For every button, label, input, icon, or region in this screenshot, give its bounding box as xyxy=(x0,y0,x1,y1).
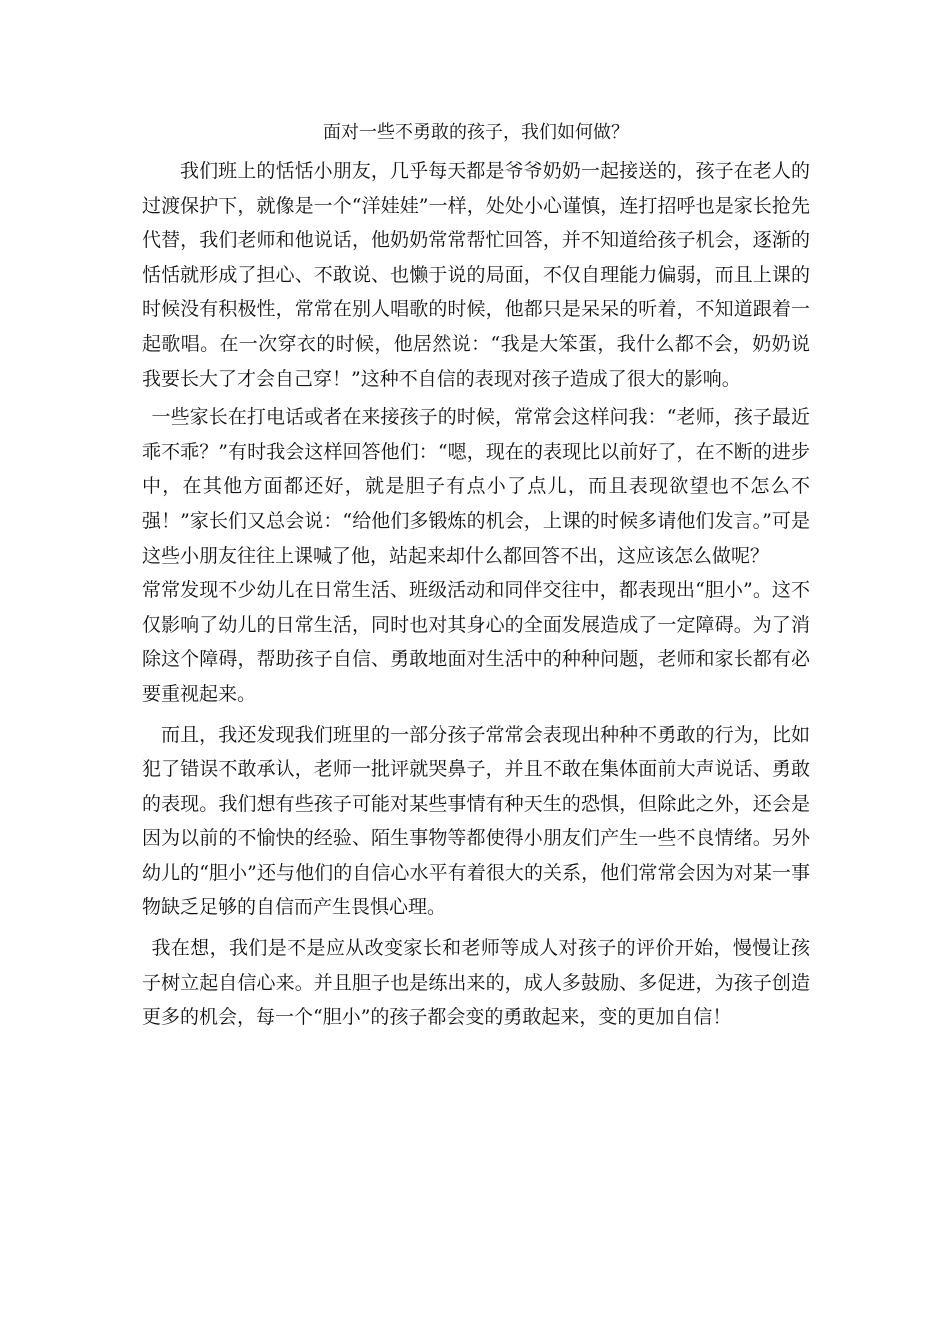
paragraph-3: 常常发现不少幼儿在日常生活、班级活动和同伴交往中，都表现出“胆小”。这不仅影响了幼儿的日常生活，同时也对其身心的全面发展造成了一定障碍。为了消除这个障碍，帮助孩子自信、勇敢地面对生活中的种种问题，老师和家长都有必要重视起来。 xyxy=(142,579,810,705)
paragraph-2: 一些家长在打电话或者在来接孩子的时候，常常会这样问我：“老师，孩子最近乖不乖？”有时我会这样回答他们：“嗯，现在的表现比以前好了，在不断的进步中，在其他方面都还好，就是胆子有点小了点儿，而且表现欲望也不怎么不强！”家长们又总会说：“给他们多锻炼的机会，上课的时候多请他们发言。”可是这些小朋友往往上课喊了他，站起来却什么都回答不出，这应该怎么做呢？ xyxy=(142,406,810,567)
paragraph-1: 我们班上的恬恬小朋友，几乎每天都是爷爷奶奶一起接送的，孩子在老人的过渡保护下，就像是一个“洋娃娃”一样，处处小心谨慎，连打招呼也是家长抢先代替，我们老师和他说话，他奶奶常常帮忙回答，并不知道给孩子机会，逐渐的恬恬就形成了担心、不敢说、也懒于说的局面，不仅自理能力偏弱，而且上课的时候没有积极性，常常在别人唱歌的时候，他都只是呆呆的听着，不知道跟着一起歌唱。在一次穿衣的时候，他居然说：“我是大笨蛋，我什么都不会，奶奶说我要长大了才会自己穿！”这种不自信的表现对孩子造成了很大的影响。 xyxy=(142,160,810,390)
paragraph-5: 我在想，我们是不是应从改变家长和老师等成人对孩子的评价开始，慢慢让孩子树立起自信心来。并且胆子也是练出来的，成人多鼓励、多促进，为孩子创造更多的机会，每一个“胆小”的孩子都会变的勇敢起来，变的更加自信！ xyxy=(142,937,810,1029)
document-title: 面对一些不勇敢的孩子，我们如何做？ xyxy=(323,122,629,143)
paragraph-4: 而且，我还发现我们班里的一部分孩子常常会表现出种种不勇敢的行为，比如犯了错误不敢承认，老师一批评就哭鼻子，并且不敢在集体面前大声说话、勇敢的表现。我们想有些孩子可能对某些事情有种天生的恐惧，但除此之外，还会是因为以前的不愉快的经验、陌生事物等都使得小朋友们产生一些不良情绪。另外幼儿的“胆小”还与他们的自信心水平有着很大的关系，他们常常会因为对某一事物缺乏足够的自信而产生畏惧心理。 xyxy=(142,723,810,919)
document-page xyxy=(142,118,810,1035)
